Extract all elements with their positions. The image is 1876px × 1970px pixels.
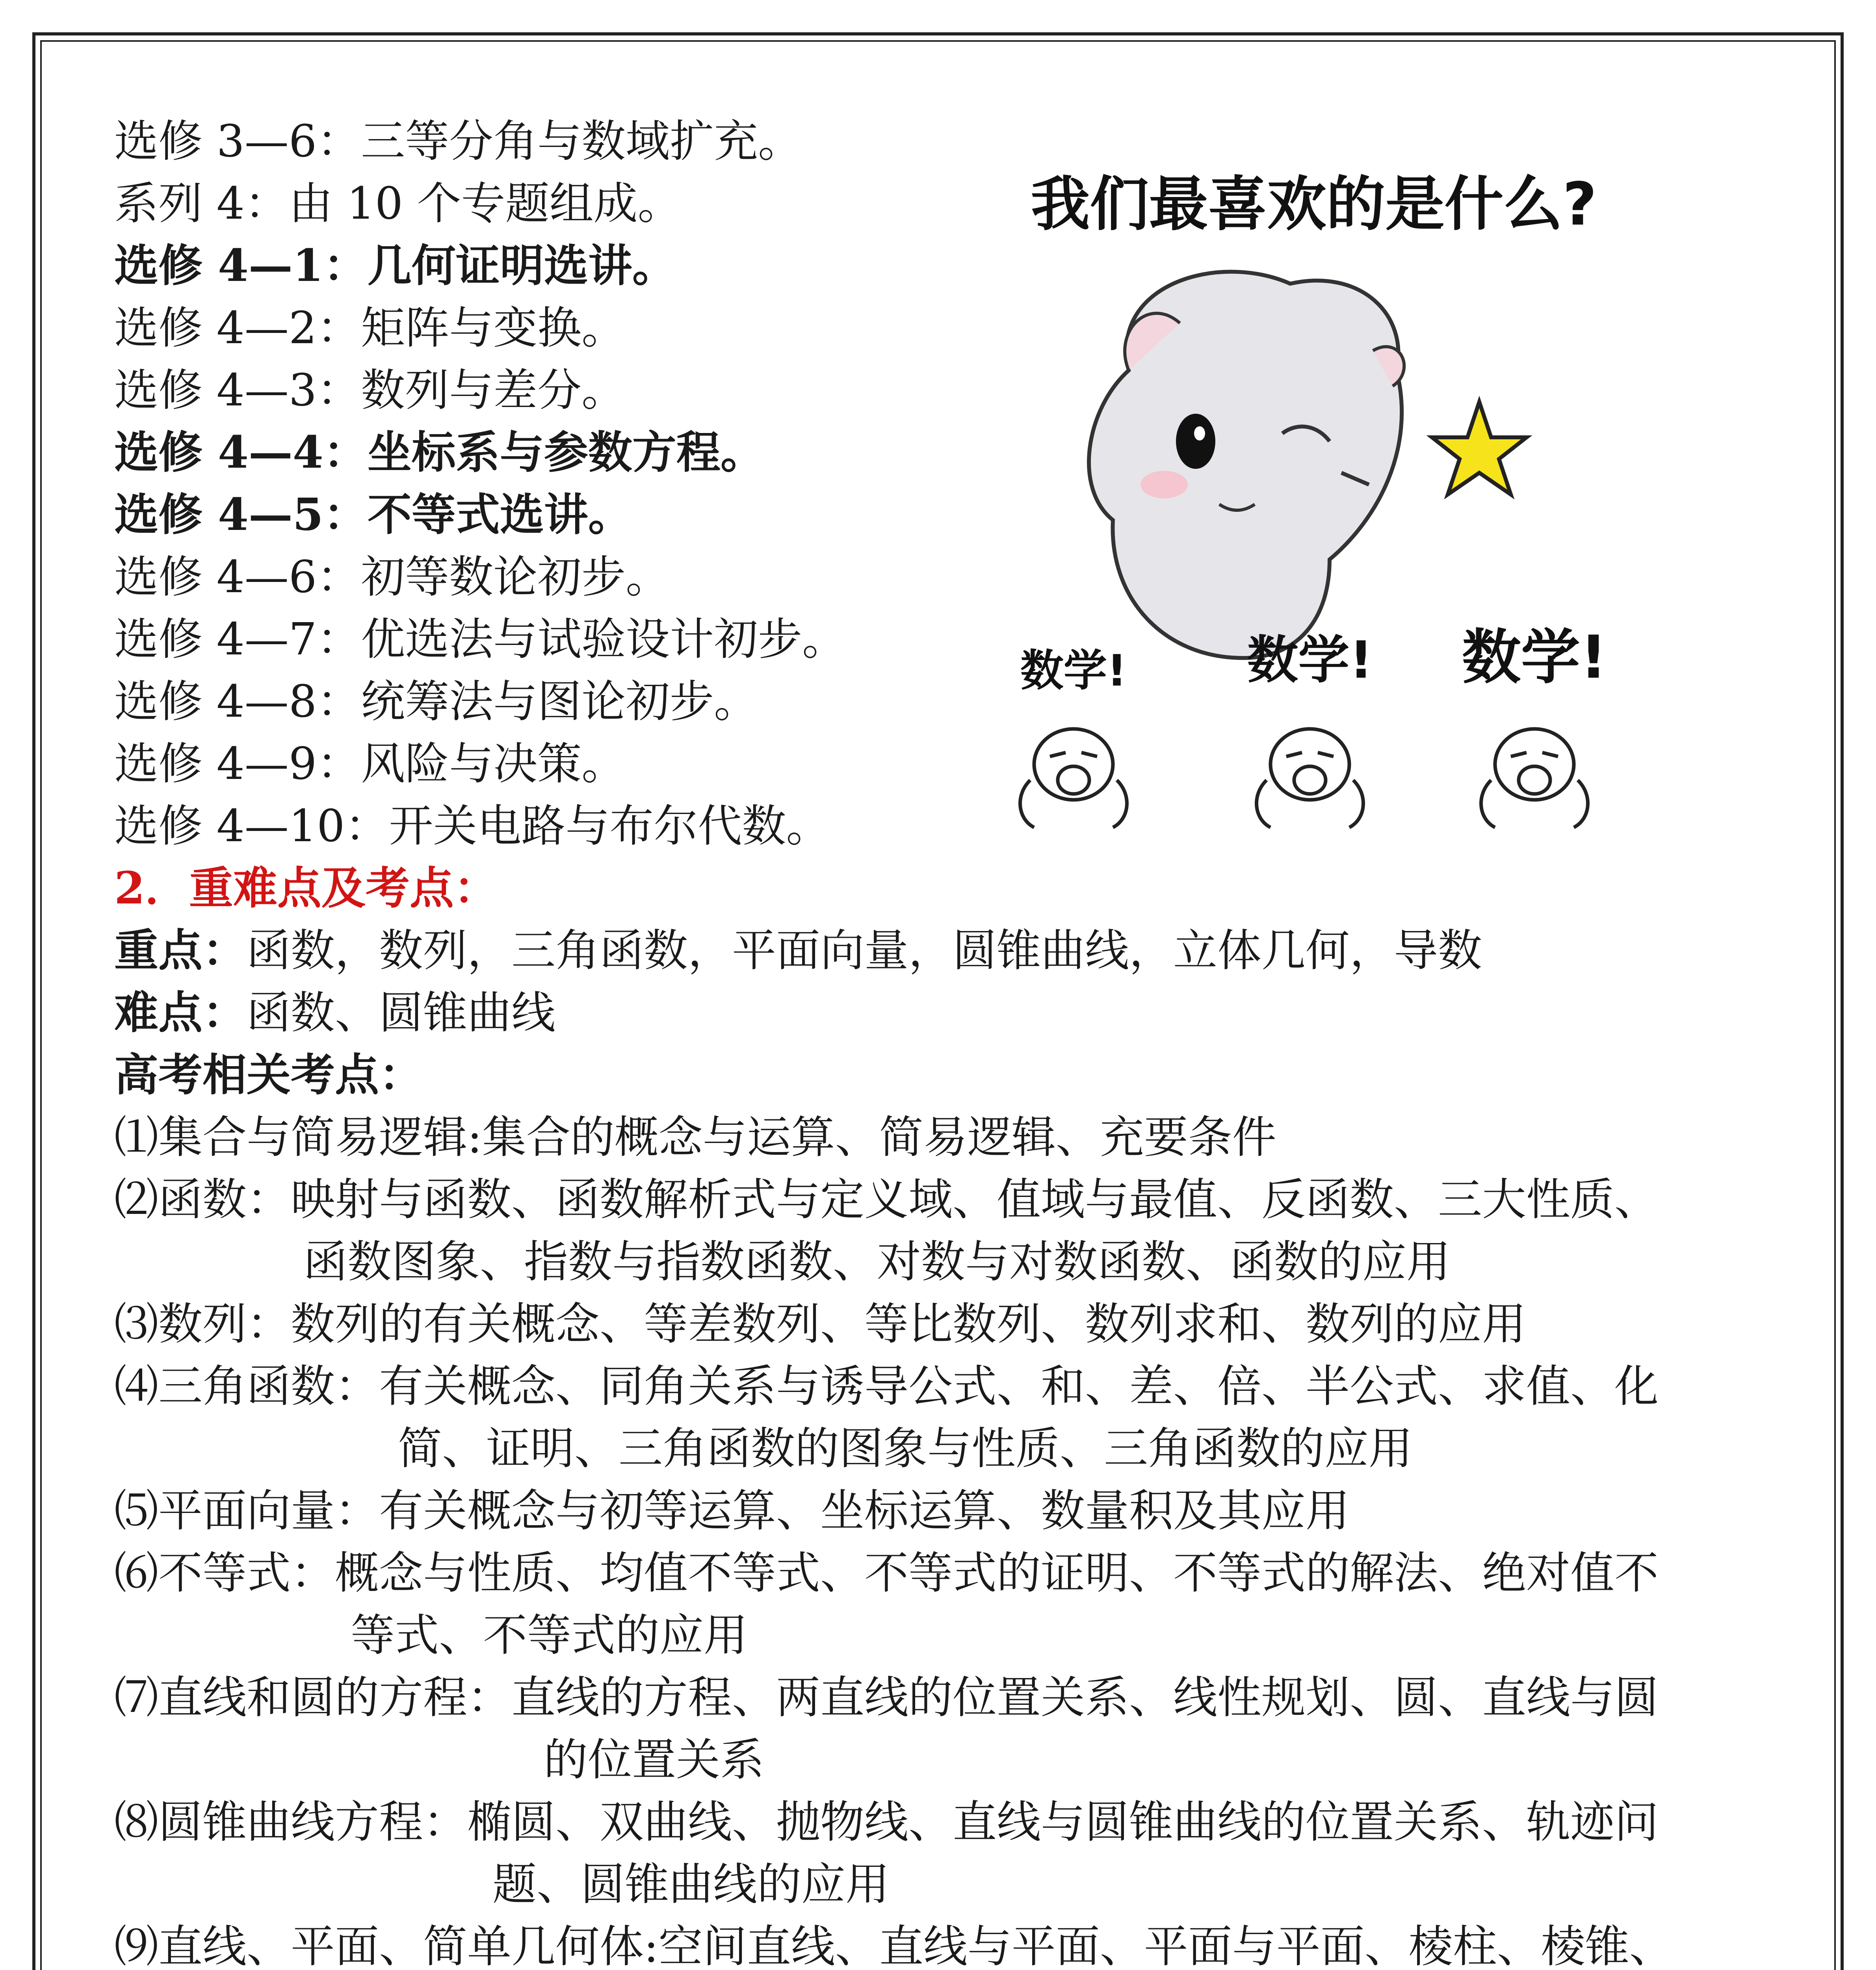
elective-item: 选修 4—5：不等式选讲。 <box>114 489 632 541</box>
exam-topic-title: 数列： <box>158 1299 291 1350</box>
exam-topic-text: 椭圆、双曲线、抛物线、直线与圆锥曲线的位置关系、轨迹问 <box>467 1797 1659 1848</box>
exam-topic-line <box>114 1542 1789 1604</box>
exam-topic-number: ⑼ <box>114 1921 158 1970</box>
exam-topic-text: 有关概念、同角关系与诱导公式、和、差、倍、半公式、求值、化 <box>379 1361 1659 1412</box>
meme-title: 我们最喜欢的是什么? <box>1031 170 1597 239</box>
exam-topic-title: 不等式： <box>158 1548 335 1599</box>
elective-item: 选修 4—4：坐标系与参数方程。 <box>114 427 765 478</box>
exam-topic-number: ⑹ <box>114 1548 158 1599</box>
cheering-face-icon <box>1020 729 1127 827</box>
exam-topic-text: 映射与函数、函数解析式与定义域、值域与最值、反函数、三大性质、 <box>291 1174 1659 1225</box>
elective-item: 选修 4—2：矩阵与变换。 <box>114 303 626 354</box>
exam-topic-text: 集合的概念与运算、简易逻辑、充要条件 <box>482 1112 1276 1163</box>
hard-points <box>114 982 1789 1044</box>
exam-topic-number: ⑻ <box>114 1797 158 1848</box>
exam-topic-title: 直线和圆的方程： <box>158 1672 511 1723</box>
exam-topic-line <box>114 1791 1789 1853</box>
cheering-faces <box>1020 623 1607 827</box>
exam-topic <box>114 1542 1789 1667</box>
exam-topic <box>114 1916 1789 1970</box>
meme-label-2: 数学! <box>1247 630 1373 690</box>
exam-topic-text: 直线的方程、两直线的位置关系、线性规划、圆、直线与圆 <box>511 1672 1659 1723</box>
exam-topic-continuation: 等式、不等式的应用 <box>351 1610 748 1661</box>
exam-topic-number: ⑸ <box>114 1485 158 1537</box>
exam-topic <box>114 1480 1789 1542</box>
exam-topic-title: 函数： <box>158 1174 291 1225</box>
exam-topic <box>114 1169 1789 1293</box>
hamster-icon <box>1089 272 1404 658</box>
key-points-label: 重点： <box>114 925 247 976</box>
exam-topic-text: 数列的有关概念、等差数列、等比数列、数列求和、数列的应用 <box>291 1299 1526 1350</box>
exam-topic-continuation: 的位置关系 <box>544 1734 764 1786</box>
exam-topic-line <box>114 1169 1789 1231</box>
elective-item: 选修 4—3：数列与差分。 <box>114 365 626 416</box>
exam-topic-title: 圆锥曲线方程： <box>158 1797 467 1848</box>
star-icon <box>1432 402 1527 494</box>
exam-topic <box>114 1667 1789 1791</box>
section-heading: 2．重难点及考点： <box>114 862 498 914</box>
exam-topic-number: ⑵ <box>114 1174 158 1225</box>
elective-item: 选修 4—7：优选法与试验设计初步。 <box>114 614 847 665</box>
exam-topic-title: 平面向量： <box>158 1485 379 1537</box>
exam-topic-line <box>114 1916 1789 1970</box>
elective-item: 选修 4—1：几何证明选讲。 <box>114 240 676 292</box>
exam-topic-text: 有关概念与初等运算、坐标运算、数量积及其应用 <box>379 1485 1350 1537</box>
exam-topic-line <box>114 1480 1789 1542</box>
elective-item: 选修 4—10：开关电路与布尔代数。 <box>114 801 830 852</box>
exam-topic-text: 空间直线、直线与平面、平面与平面、棱柱、棱锥、 <box>658 1921 1674 1970</box>
cheering-face-icon <box>1257 729 1363 827</box>
key-points <box>114 920 1789 982</box>
exam-topics-list <box>114 1106 1789 1970</box>
exam-topic-line <box>114 1355 1789 1418</box>
elective-item: 选修 4—9：风险与决策。 <box>114 738 626 790</box>
exam-topic-continuation: 题、圆锥曲线的应用 <box>492 1859 890 1910</box>
exam-topic-number: ⑷ <box>114 1361 158 1412</box>
exam-topic-line <box>114 1667 1789 1729</box>
exam-topic-text: 概念与性质、均值不等式、不等式的证明、不等式的解法、绝对值不 <box>335 1548 1659 1599</box>
exam-topic-number: ⑺ <box>114 1672 158 1723</box>
exam-topic <box>114 1106 1789 1169</box>
meme-label-1: 数学! <box>1020 645 1127 696</box>
exam-topic-title: 集合与简易逻辑: <box>158 1112 482 1163</box>
exam-topic-number: ⑶ <box>114 1299 158 1350</box>
exam-topic <box>114 1791 1789 1916</box>
exam-topic <box>114 1293 1789 1355</box>
exam-topic-line <box>114 1106 1789 1169</box>
exam-topic-title: 直线、平面、简单几何体: <box>158 1921 659 1970</box>
elective-item: 选修 4—6：初等数论初步。 <box>114 552 670 603</box>
cheering-face-icon <box>1481 729 1588 827</box>
meme-illustration <box>944 165 1684 835</box>
hard-points-text: 函数、圆锥曲线 <box>247 987 555 1039</box>
key-points-text: 函数，数列，三角函数，平面向量，圆锥曲线，立体几何，导数 <box>247 925 1482 976</box>
exam-topic-continuation: 简、证明、三角函数的图象与性质、三角函数的应用 <box>398 1423 1413 1474</box>
exam-points-heading: 高考相关考点： <box>114 1049 423 1101</box>
exam-topic-number: ⑴ <box>114 1112 158 1163</box>
hard-points-label: 难点： <box>114 987 247 1039</box>
exam-topic-title: 三角函数： <box>158 1361 379 1412</box>
exam-topic-line <box>114 1293 1789 1355</box>
exam-topic-continuation: 函数图象、指数与指数函数、对数与对数函数、函数的应用 <box>303 1236 1451 1288</box>
meme-label-3: 数学! <box>1462 623 1607 692</box>
exam-topic <box>114 1355 1789 1480</box>
elective-item: 系列 4：由 10 个专题组成。 <box>114 178 682 229</box>
elective-item: 选修 4—8：统筹法与图论初步。 <box>114 676 758 727</box>
elective-item: 选修 3—6：三等分角与数域扩充。 <box>114 116 802 167</box>
